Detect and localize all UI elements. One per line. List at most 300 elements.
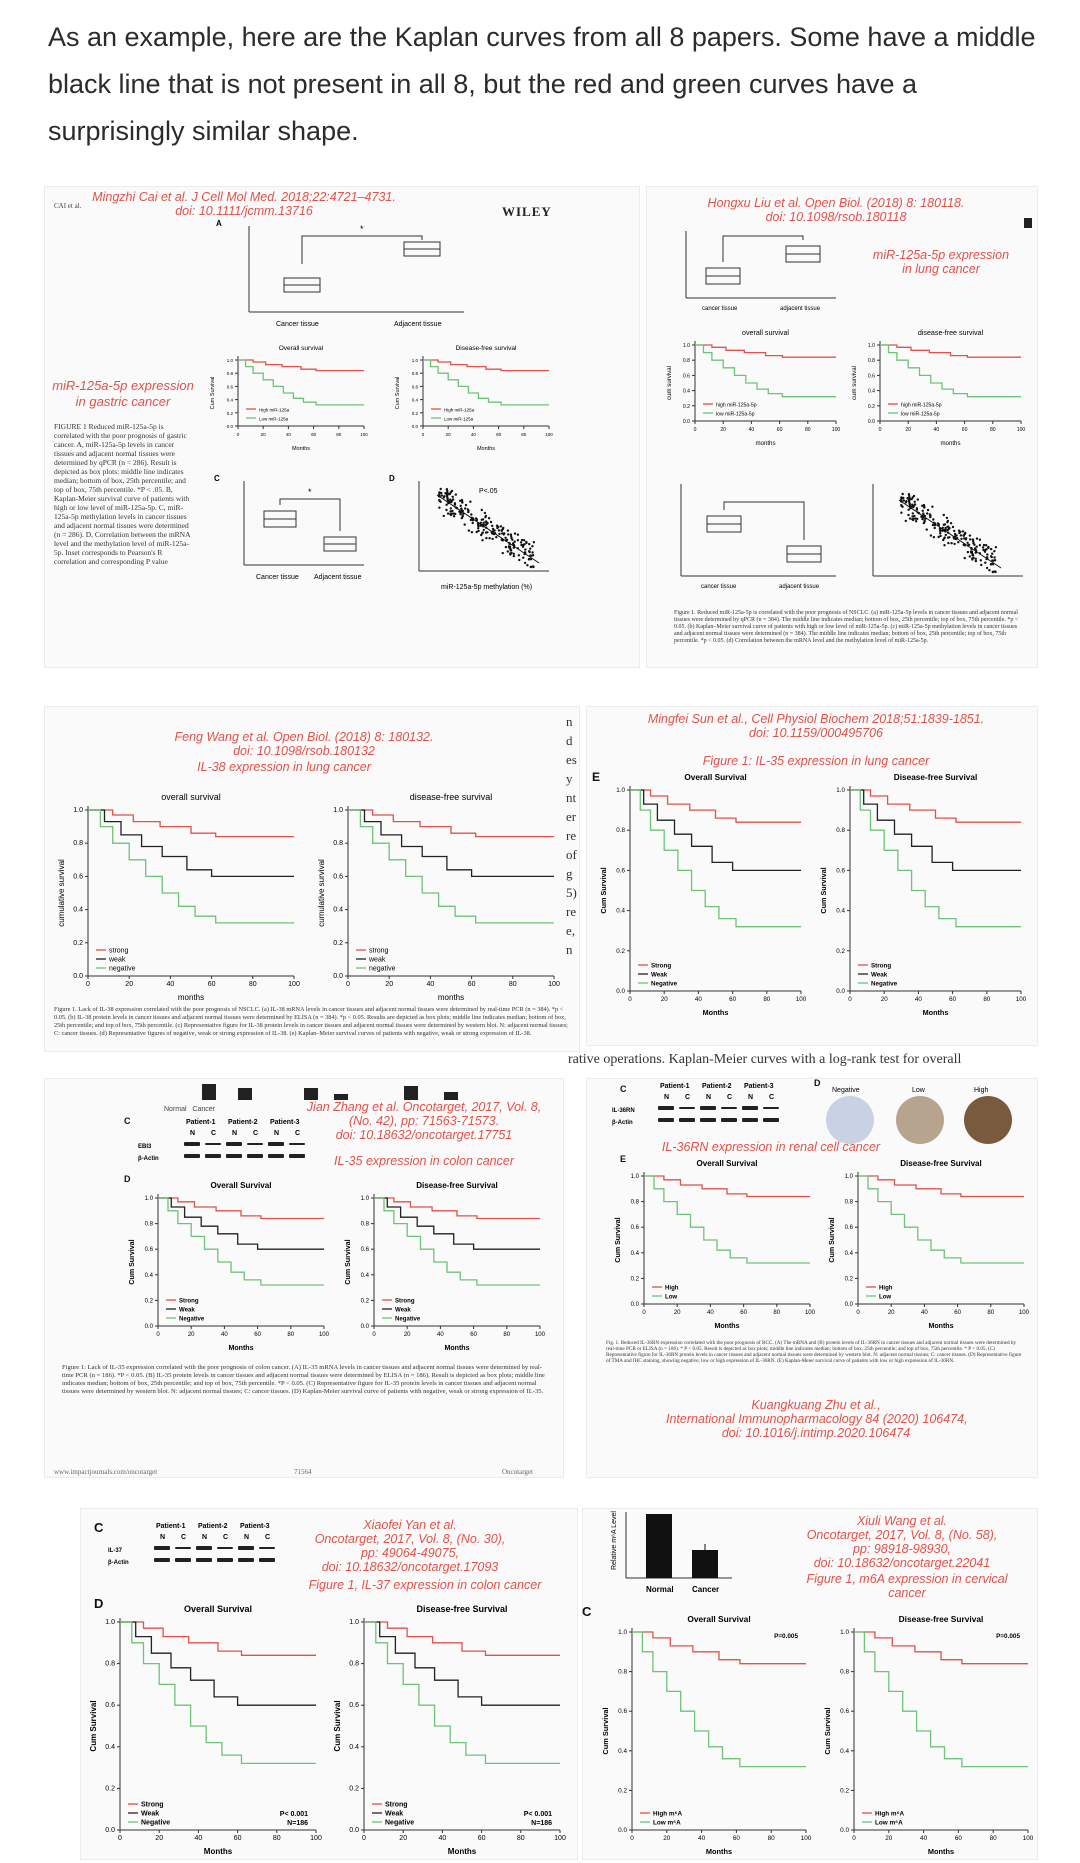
paper-figure-liu xyxy=(646,186,1038,668)
blot-band xyxy=(658,1106,674,1110)
legend-label: strong xyxy=(109,947,129,955)
caption-zhang: Figure 1: Lack of IL-35 expression correlated with the poor prognosis of colon cancer. (A) IL-35 mRNA levels in cancer tissues and adjacent normal tissues were determined by real-time PCR (n = 186). *P < 0.05. (B) IL-35 protein levels in cancer tissues and adjacent normal tissues were determined by ELISA (n = 186). Result is depicted as box plots; middle line indicates median; bottom of box, 25th percentile; and top of box, 75th percentile. *P < 0.05. (C) Representative figure for IL-35 protein levels in cancer tissues and adjacent normal tissues were determined by western blot. N: adjacent normal tissues; C: cancer tissues. (D) Kaplan-Meier survival curve of patients with negative, weak or strong expression of IL-35. xyxy=(62,1364,545,1395)
x-axis-label: Months xyxy=(444,1345,470,1352)
scatter-point xyxy=(531,551,533,553)
scatter-point xyxy=(525,542,527,544)
scatter-point xyxy=(972,557,974,559)
scatter-point xyxy=(468,529,470,531)
scatter-point xyxy=(481,539,483,541)
km-curve-red xyxy=(630,790,801,822)
svg-text:adjacent tissue: adjacent tissue xyxy=(779,584,820,590)
km-curve-red xyxy=(850,790,1021,822)
blot-lane-label: N xyxy=(190,1130,196,1137)
plot-title: overall survival xyxy=(741,329,790,337)
blot-patient-label: Patient-2 xyxy=(702,1083,732,1090)
topic-yan: Figure 1, IL-37 expression in colon cancer xyxy=(308,1578,542,1592)
scatter-point xyxy=(914,501,916,503)
blot-patient-label: Patient-2 xyxy=(198,1523,228,1530)
scatter-point xyxy=(911,504,913,506)
paper-figure-yan xyxy=(80,1508,578,1860)
x-tick-label: 80 xyxy=(521,432,527,437)
km-plot-yan-os xyxy=(86,1598,326,1860)
blot-band xyxy=(289,1143,305,1145)
scatter-point xyxy=(513,555,515,557)
stats-label: N=186 xyxy=(531,1820,552,1827)
topic-zhang: IL-35 expression in colon cancer xyxy=(334,1154,514,1168)
scatter-point xyxy=(909,498,911,500)
y-tick-label: 0.0 xyxy=(333,973,343,980)
scatter-point xyxy=(441,494,443,496)
blot-patient-label: Patient-3 xyxy=(270,1119,300,1126)
x-tick-label: 40 xyxy=(437,1332,444,1338)
y-tick-label: 0.6 xyxy=(844,1225,853,1232)
blot-lane-label: N xyxy=(706,1094,712,1101)
y-tick-label: 0.6 xyxy=(616,867,625,875)
blot-lane-label: C xyxy=(211,1130,217,1137)
scatter-point xyxy=(972,554,974,556)
y-tick-label: 0.0 xyxy=(630,1302,639,1308)
legend-label: Strong xyxy=(651,962,672,970)
x-axis-label: months xyxy=(755,440,776,447)
x-tick-label: 100 xyxy=(800,1835,812,1842)
blot-band xyxy=(742,1118,758,1122)
scatter-point xyxy=(942,539,944,541)
y-tick-label: 0.4 xyxy=(349,1743,359,1751)
plot-title: Overall Survival xyxy=(687,1614,751,1624)
x-tick-label: 40 xyxy=(470,432,476,437)
citation-xiuli-wang: Xiuli Wang et al. Oncotarget, 2017, Vol. 8, (No. 58), pp: 98918-98930, doi: 10.18632/oncotarget.22041 xyxy=(806,1514,998,1570)
km-plot-xiuli-os xyxy=(598,1608,816,1860)
x-tick-label: 0 xyxy=(346,981,350,988)
x-tick-label: 20 xyxy=(403,1332,411,1338)
blot-band xyxy=(247,1143,263,1145)
scatter-point xyxy=(520,544,522,546)
y-tick-label: 0.8 xyxy=(73,840,83,848)
y-tick-label: 0.4 xyxy=(630,1250,639,1257)
scatter-point xyxy=(986,567,988,569)
legend-label: high miR-125a-5p xyxy=(716,402,757,409)
blot-lane-label: N xyxy=(748,1094,754,1101)
plot-title: Disease-free Survival xyxy=(898,1614,984,1624)
scatter-point xyxy=(985,544,987,546)
x-tick-label: 100 xyxy=(804,1310,816,1316)
scatter-point xyxy=(470,513,472,515)
blot-band xyxy=(268,1154,284,1158)
legend-label: Weak xyxy=(179,1307,195,1314)
scatter-point xyxy=(438,499,440,501)
scatter-point xyxy=(946,517,948,519)
scatter-point xyxy=(972,542,974,544)
boxplot-c-liu xyxy=(661,476,846,596)
scatter-point xyxy=(963,535,965,537)
stats-label: P=0.005 xyxy=(774,1633,798,1640)
scatter-point xyxy=(902,493,904,495)
scatter-point xyxy=(913,518,915,520)
scatter-point xyxy=(950,542,952,544)
y-tick-label: 0.8 xyxy=(226,371,233,377)
y-tick-label: 0.0 xyxy=(349,1827,359,1834)
legend-label: Low m⁶A xyxy=(875,1819,903,1827)
box-label-adjacent: Adjacent tissue xyxy=(394,321,442,328)
scatter-point xyxy=(518,559,520,561)
scatter-point xyxy=(900,504,902,506)
blot-lane-label: C xyxy=(181,1534,187,1541)
y-tick-label: 0.2 xyxy=(349,1785,359,1793)
x-tick-label: 60 xyxy=(470,1332,477,1338)
scatter-point xyxy=(480,534,482,536)
scatter-point xyxy=(500,525,502,527)
y-tick-label: 0.0 xyxy=(836,988,845,995)
y-tick-label: 0.2 xyxy=(844,1276,853,1283)
x-axis-label: Months xyxy=(447,1847,477,1856)
legend-label: High xyxy=(665,1285,679,1292)
scatter-point xyxy=(954,533,956,535)
scatter-point xyxy=(528,543,530,545)
legend-label: Low miR-125a xyxy=(444,416,474,422)
scatter-point xyxy=(476,518,478,520)
x-tick-label: 20 xyxy=(885,1835,893,1842)
x-tick-label: 40 xyxy=(933,427,940,433)
km-curve-red xyxy=(88,810,294,837)
panel-letter-e-zhu: E xyxy=(620,1154,627,1164)
scatter-point xyxy=(507,533,509,535)
scatter-point xyxy=(943,544,945,546)
scatter-point xyxy=(501,530,503,532)
scatter-point xyxy=(900,512,902,514)
plot-title: Disease-free Survival xyxy=(416,1604,508,1614)
y-tick-label: 0.8 xyxy=(630,1199,639,1206)
scatter-point xyxy=(923,506,925,508)
scatter-point xyxy=(507,550,509,552)
y-tick-label: 1.0 xyxy=(144,1196,153,1202)
boxplot-a-liu xyxy=(666,226,846,316)
scatter-point xyxy=(510,552,512,554)
plot-title: Overall Survival xyxy=(210,1181,272,1190)
y-tick-label: 0.2 xyxy=(144,1298,153,1305)
y-tick-label: 0.8 xyxy=(411,371,418,377)
scatter-point xyxy=(443,515,445,517)
x-tick-label: 0 xyxy=(628,996,632,1003)
blot-band xyxy=(154,1546,170,1550)
x-tick-label: 40 xyxy=(921,1310,928,1316)
paper-figure-sun xyxy=(586,706,1038,1046)
paper-figure-zhu xyxy=(586,1078,1038,1478)
scatter-point xyxy=(531,545,533,547)
y-tick-label: 0.6 xyxy=(360,1247,369,1254)
scatter-point xyxy=(950,522,952,524)
panel-letter-c-zhang: C xyxy=(124,1116,131,1126)
blot-band xyxy=(226,1154,242,1158)
x-tick-label: 40 xyxy=(694,996,702,1003)
scatter-point xyxy=(491,538,493,540)
scatter-point xyxy=(944,536,946,538)
scatter-point xyxy=(969,555,971,557)
legend-label: negative xyxy=(369,965,396,973)
y-tick-label: 0.6 xyxy=(630,1225,639,1232)
scatter-point xyxy=(522,557,524,559)
blot-lane-label: N xyxy=(244,1534,250,1541)
scatter-point xyxy=(938,536,940,538)
x-tick-label: 80 xyxy=(773,1310,781,1316)
scatter-point xyxy=(452,496,454,498)
blot-band xyxy=(226,1142,242,1146)
y-tick-label: 1.0 xyxy=(840,1629,849,1636)
scatter-point xyxy=(455,493,457,495)
blot-header-zhang: Normal Cancer xyxy=(164,1106,215,1113)
scatter-point xyxy=(524,548,526,550)
scatter-point xyxy=(450,507,452,509)
y-axis-label: cumulative survival xyxy=(57,859,66,927)
ihc-images-zhu xyxy=(816,1078,1036,1148)
y-tick-label: 0.4 xyxy=(144,1272,153,1279)
y-tick-label: 0.6 xyxy=(349,1702,359,1710)
x-tick-label: 60 xyxy=(954,1310,961,1316)
scatter-point xyxy=(483,529,485,531)
legend-label: Strong xyxy=(179,1298,199,1305)
km-curve-red xyxy=(644,1176,810,1197)
scatter-point xyxy=(507,529,509,531)
y-axis-label: Cum Survival xyxy=(345,1239,352,1285)
blot-patient-label: Patient-2 xyxy=(228,1119,258,1126)
scatter-point xyxy=(906,497,908,499)
scatter-point xyxy=(482,531,484,533)
scatter-point xyxy=(962,530,964,532)
scatter-point xyxy=(903,499,905,501)
blot-band xyxy=(700,1106,716,1110)
panel-letter-d-zhang: D xyxy=(124,1174,131,1184)
blot-band xyxy=(196,1546,212,1550)
y-tick-label: 0.2 xyxy=(682,403,690,410)
intro-text: As an example, here are the Kaplan curves from all 8 papers. Some have a middle black line that is not present in all 8, but the red and green curves have a surprisingly similar shape. xyxy=(48,22,1036,146)
y-tick-label: 0.0 xyxy=(867,419,875,425)
y-tick-label: 0.4 xyxy=(73,906,83,914)
scatter-point xyxy=(461,501,463,503)
scatter-point xyxy=(947,528,949,530)
legend-label: High m⁶A xyxy=(875,1810,905,1818)
boxplot-c-cai xyxy=(214,471,374,591)
scatter-point xyxy=(976,546,978,548)
scatter-point xyxy=(964,532,966,534)
scatter-point xyxy=(471,531,473,533)
y-axis-label: Cum Survival xyxy=(210,376,216,410)
blot-patient-label: Patient-1 xyxy=(660,1083,690,1090)
panel-letter-d-zhu: D xyxy=(814,1078,821,1088)
x-tick-label: 20 xyxy=(887,1310,895,1316)
journal-badge xyxy=(1024,218,1032,228)
scatter-point xyxy=(929,514,931,516)
scatter-point xyxy=(451,513,453,515)
paper-figure-feng-wang xyxy=(44,706,580,1052)
x-tick-label: 100 xyxy=(318,1332,330,1338)
blot-band xyxy=(721,1118,737,1122)
legend-label: weak xyxy=(109,956,126,964)
x-tick-label: 20 xyxy=(663,1835,671,1842)
km-plot-yan-dfs xyxy=(330,1598,570,1860)
scatter-point xyxy=(990,548,992,550)
y-tick-label: 1.0 xyxy=(618,1629,627,1636)
scatter-point xyxy=(979,544,981,546)
scatter-point xyxy=(995,546,997,548)
x-tick-label: 100 xyxy=(1018,1310,1030,1316)
topic-feng-wang: IL-38 expression in lung cancer xyxy=(197,760,371,774)
y-tick-label: 1.0 xyxy=(333,807,343,814)
bottom-text-fragment: rative operations. Kaplan-Meier curves with a log-rank test for overall xyxy=(568,1052,962,1067)
paper-figure-xiuli-wang xyxy=(582,1508,1038,1860)
y-axis-label: Cum Survival xyxy=(829,1217,836,1263)
km-plot-xiuli-dfs xyxy=(820,1608,1038,1860)
scatter-point xyxy=(988,569,990,571)
y-axis-label: Cum Survival xyxy=(615,1217,622,1263)
x-tick-label: 60 xyxy=(233,1835,242,1842)
boxplot-a-cai xyxy=(214,216,484,334)
svg-text:Negative: Negative xyxy=(832,1087,860,1094)
blot-patient-label: Patient-1 xyxy=(156,1523,186,1530)
x-tick-label: 60 xyxy=(729,996,737,1003)
scatter-point xyxy=(975,560,977,562)
scatter-stats: P<.05 xyxy=(479,488,498,495)
km-plot-zhu-dfs xyxy=(824,1152,1034,1334)
legend-label: High xyxy=(879,1285,893,1292)
blot-patient-label: Patient-3 xyxy=(240,1523,270,1530)
svg-text:Cancer tissue: Cancer tissue xyxy=(256,574,299,581)
y-tick-label: 1.0 xyxy=(360,1196,369,1202)
km-curve-red xyxy=(695,345,836,357)
y-tick-label: 0.2 xyxy=(867,403,875,410)
x-tick-label: 100 xyxy=(1022,1835,1034,1842)
legend-label: High m⁶A xyxy=(653,1810,683,1818)
svg-text:Normal: Normal xyxy=(646,1585,674,1594)
scatter-point xyxy=(447,493,449,495)
x-tick-label: 40 xyxy=(707,1310,714,1316)
scatter-point xyxy=(502,527,504,529)
scatter-xlabel: miR-125a-5p methylation (%) xyxy=(441,584,533,591)
box-label-cancer: Cancer tissue xyxy=(276,321,319,328)
x-tick-label: 80 xyxy=(804,427,811,433)
y-axis-label: cum survival xyxy=(851,366,858,400)
blot-band xyxy=(679,1107,695,1109)
citation-feng-wang: Feng Wang et al. Open Biol. (2018) 8: 180132. doi: 10.1098/rsob.180132 xyxy=(174,730,434,758)
y-axis-label: Cum Survival xyxy=(129,1239,136,1285)
y-tick-label: 1.0 xyxy=(105,1619,115,1626)
x-tick-label: 80 xyxy=(516,1835,525,1842)
legend-label: weak xyxy=(369,956,386,964)
legend-label: High miR-125a xyxy=(259,407,290,413)
plot-title: Overall Survival xyxy=(684,773,747,782)
legend-label: Weak xyxy=(141,1810,160,1818)
scatter-point xyxy=(946,521,948,523)
km-curve-red xyxy=(238,360,364,371)
y-tick-label: 0.2 xyxy=(411,410,418,416)
x-tick-label: 0 xyxy=(421,432,425,437)
plot-title: overall survival xyxy=(161,792,221,802)
y-tick-label: 0.0 xyxy=(144,1324,153,1330)
scatter-point xyxy=(982,549,984,551)
x-tick-label: 20 xyxy=(445,432,451,437)
scatter-point xyxy=(481,509,483,511)
scatter-point xyxy=(491,525,493,527)
scatter-point xyxy=(462,515,464,517)
western-blot-zhu xyxy=(610,1078,790,1138)
western-blot-yan xyxy=(106,1518,286,1578)
x-tick-label: 80 xyxy=(248,981,257,988)
x-tick-label: 60 xyxy=(477,1835,486,1842)
scatter-point xyxy=(498,533,500,535)
y-tick-label: 0.2 xyxy=(616,947,625,955)
scatter-point xyxy=(983,544,985,546)
scatter-point xyxy=(993,556,995,558)
scatter-d-cai xyxy=(389,471,559,596)
legend-label: Negative xyxy=(395,1316,421,1323)
legend-label: Low xyxy=(665,1294,678,1301)
side-text-fragment: n d es y nt er re of g 5) re e, n xyxy=(566,714,577,957)
caption-cai: FIGURE 1 Reduced miR-125a-5p is correlated with the poor prognosis of gastric cancer. A, miR-125a-5p levels in cancer tissues and adjacent normal tissues were determined by qPCR (n = 286). Result is depicted as box plots: middle line indicates median; bottom of box, 25th percentile; and top of box, 75th percentile. *P < .05. B, Kaplan-Meier survival curve of patients with high or low level of miR-125a-5p. C, miR-125a-5p methylation levels in cancer tissues and adjacent normal tissues were determined (n = 286). D, Correlation between the mRNA level and the methylation level of miR-125a-5p. Inset corresponds to Pearson's R correlation and corresponding P value xyxy=(54,422,191,566)
y-tick-label: 0.4 xyxy=(844,1250,853,1257)
scatter-point xyxy=(934,527,936,529)
scatter-point xyxy=(449,499,451,501)
scatter-point xyxy=(492,528,494,530)
scatter-point xyxy=(921,518,923,520)
y-axis-label: Cum Survival xyxy=(333,1700,342,1752)
scatter-point xyxy=(914,503,916,505)
caption-zhu: Fig. 1. Reduced IL-36RN expression correlated with the poor prognosis of RCC. (A) The mRNA and (B) protein levels of IL-36RN in cancer tissues and adjacent normal tissues were determined by real-time PCR or ELISA (n = 186). * P < 0.05. Result is depicted as box plots; middle line indicates median; bottom of box, 25th percentile; and top of box, 75th percentile. * P < 0.05. (C) Representative figure for IL-36RN protein levels in cancer tissues and adjacent normal tissues were determined by western blot. N: adjacent normal tissues; C: cancer tissues. (D) Representative figure of TMA and IHC staining, showing negative, low or high expression of IL-36RN. (E) Kaplan-Meier survival curve of patients with low or high expression of IL-36RN. xyxy=(606,1340,1022,1364)
scatter-point xyxy=(931,506,933,508)
x-axis-label: Months xyxy=(922,1008,949,1017)
x-tick-label: 60 xyxy=(949,996,957,1003)
y-tick-label: 0.0 xyxy=(105,1827,115,1834)
paper-figure-cai xyxy=(44,186,640,668)
scatter-point xyxy=(526,564,528,566)
y-tick-label: 0.0 xyxy=(360,1324,369,1330)
km-curve-red xyxy=(364,1622,560,1655)
citation-yan: Xiaofei Yan et al. Oncotarget, 2017, Vol. 8, (No. 30), pp: 49064-49075, doi: 10.18632/oncotarget.17093 xyxy=(314,1518,506,1574)
x-tick-label: 40 xyxy=(920,1835,928,1842)
y-tick-label: 0.4 xyxy=(616,907,625,915)
scatter-point xyxy=(923,504,925,506)
x-tick-label: 100 xyxy=(548,981,560,988)
legend-label: Strong xyxy=(871,962,892,970)
scatter-point xyxy=(991,553,993,555)
y-tick-label: 0.2 xyxy=(630,1276,639,1283)
y-tick-label: 0.6 xyxy=(867,373,875,380)
scatter-point xyxy=(945,534,947,536)
scatter-point xyxy=(524,562,526,564)
scatter-point xyxy=(521,539,523,541)
blot-lane-label: C xyxy=(295,1130,301,1137)
scatter-point xyxy=(510,537,512,539)
km-plot-liu-os xyxy=(661,321,846,451)
blot-band xyxy=(175,1558,191,1562)
legend-label: Negative xyxy=(141,1819,171,1827)
blot-lane-label: N xyxy=(160,1534,166,1541)
x-tick-label: 0 xyxy=(852,1835,856,1842)
x-tick-label: 20 xyxy=(187,1332,195,1338)
scatter-point xyxy=(520,541,522,543)
scatter-point xyxy=(912,496,914,498)
scatter-point xyxy=(948,536,950,538)
scatter-point xyxy=(926,528,928,530)
scatter-point xyxy=(461,499,463,501)
scatter-point xyxy=(933,536,935,538)
x-axis-label: Months xyxy=(291,446,311,452)
citation-sun: Mingfei Sun et al., Cell Physiol Biochem 2018;51:1839-1851. doi: 10.1159/000495706 xyxy=(647,712,985,740)
x-tick-label: 60 xyxy=(207,981,216,988)
km-curve-red xyxy=(158,1198,324,1219)
x-tick-label: 60 xyxy=(467,981,476,988)
scatter-point xyxy=(464,523,466,525)
scatter-point xyxy=(992,571,994,573)
blot-row-label: β-Actin xyxy=(138,1156,159,1162)
y-axis-label: Cum Survival xyxy=(89,1700,98,1752)
